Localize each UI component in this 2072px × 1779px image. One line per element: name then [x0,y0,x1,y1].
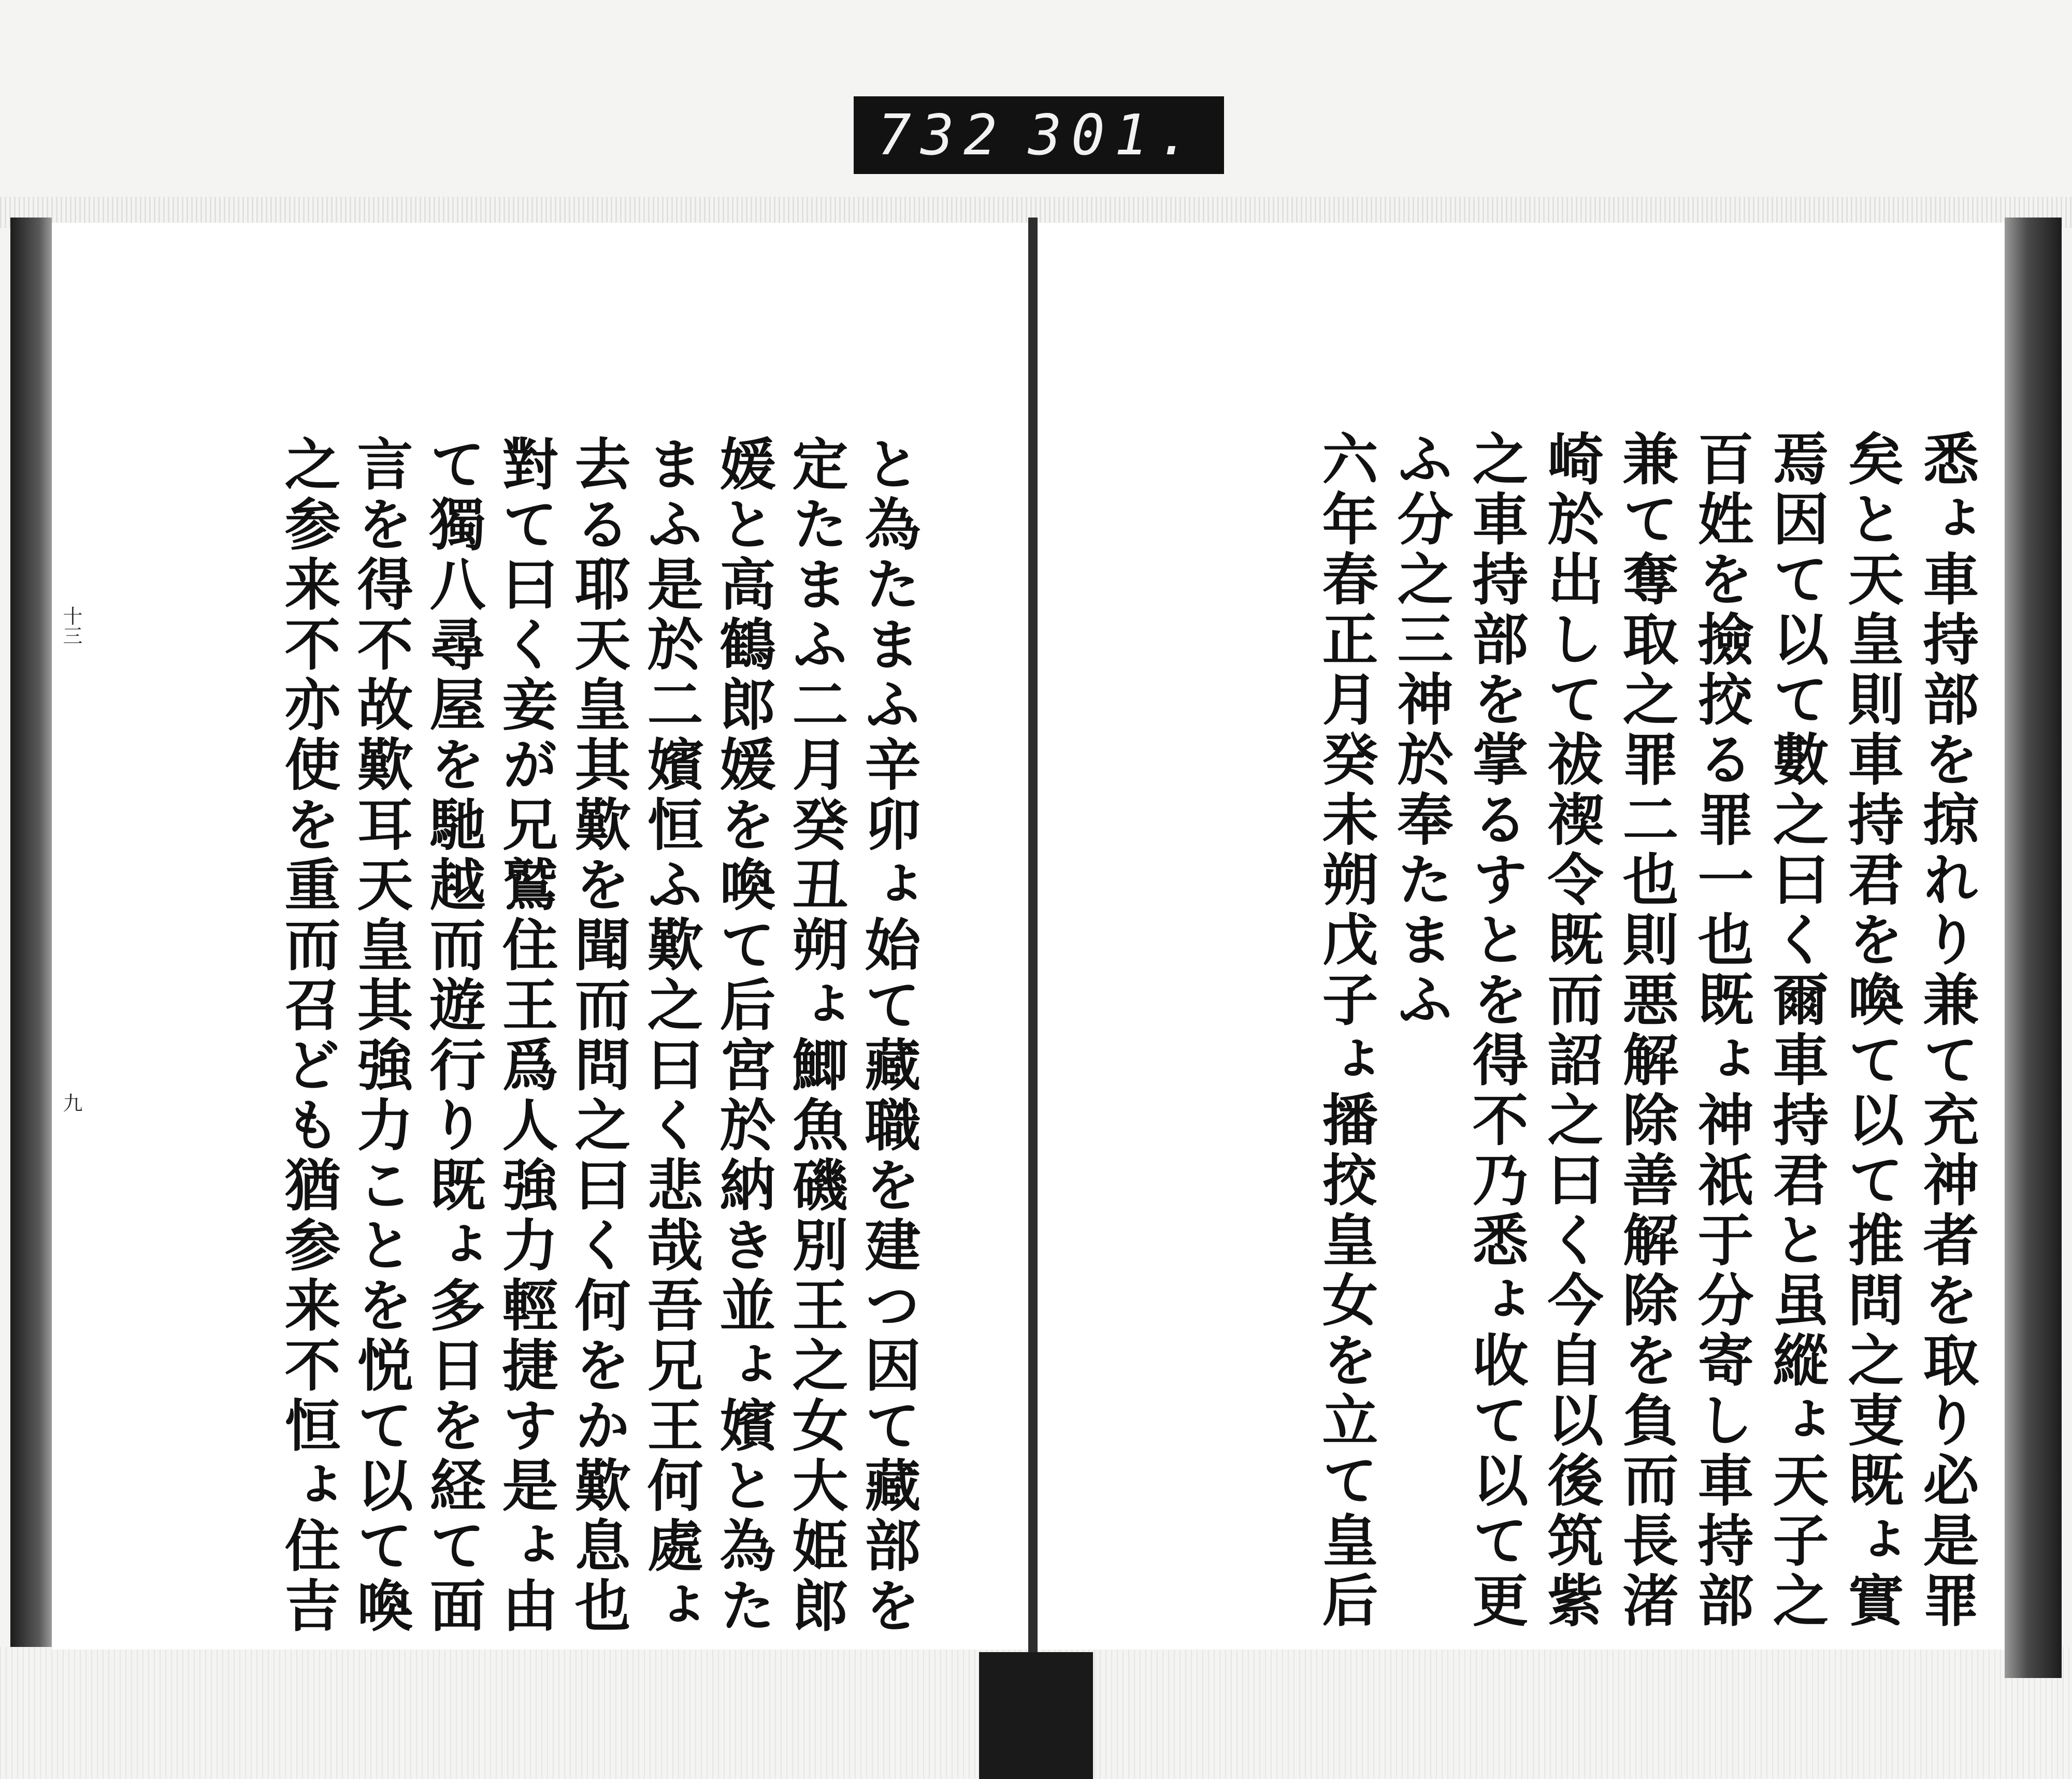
right-page [1038,223,2005,1650]
catalog-number-left: 732 [877,103,1007,168]
left-page [52,223,1028,1650]
right-col-1: 悉ょ車持部を掠れり兼て充神者を取り必是罪 [1913,430,1979,1631]
book-edge-right [2005,218,2062,1678]
right-col-2: 矣と天皇則車持君を喚て以て推問之叓既ょ實 [1838,430,1904,1631]
left-col-8: 言を得不故歎耳天皇其強力ことを悦て以て喚 [348,435,413,1637]
left-col-1: と為たまふ辛卯ょ始て藏職を建つ因て藏部を [855,435,920,1637]
right-col-5: 兼て奪取之罪二也則悪解除善解除を負而長渚 [1613,430,1678,1631]
left-col-5: 去る耶天皇其歎を聞而問之曰く何をか歎息也 [565,435,630,1637]
right-col-3: 焉因て以て數之曰く爾車持君と虽縱ょ天子之 [1763,430,1829,1631]
page-mark-upper: 十三 [60,606,82,645]
book-gutter [1028,218,1038,1657]
gutter-shadow [979,1652,1093,1779]
catalog-label [854,96,1224,174]
right-col-8: ふ分之三神於奉たまふ [1388,430,1453,1031]
left-col-4: まふ是於二嬪恒ふ歎之曰く悲哉吾兄王何處ょ [638,435,703,1637]
right-col-4: 百姓を撿挍る罪一也既ょ神祇于分寄し車持部 [1688,430,1753,1631]
left-col-6: 對て曰く妾が兄鷲住王爲人強力輕捷す是ょ由 [493,435,558,1637]
catalog-number-right: 301. [1028,103,1200,168]
right-col-9: 六年春正月癸未朔戊子ょ播挍皇女を立て皇后 [1313,430,1378,1631]
left-col-7: て獨八尋屋を馳越而遊行り既ょ多日を経て面 [420,435,485,1637]
page-mark-lower: 九 [60,1093,82,1112]
right-col-6: 崎於出して祓禊令既而詔之曰く今自以後筑紫 [1538,430,1603,1631]
left-col-2: 定たまふ二月癸丑朔ょ鯽魚磯別王之女大姫郎 [783,435,848,1637]
left-col-9: 之参来不亦使を重而召ども猶参来不恒ょ住吉 [275,435,340,1637]
book-edge-left [10,218,52,1647]
left-col-3: 媛と高鶴郎媛を喚て后宮於納き並ょ嬪と為た [710,435,775,1637]
right-col-7: 之車持部を掌るすとを得不乃悉ょ收て以て更 [1463,430,1528,1631]
